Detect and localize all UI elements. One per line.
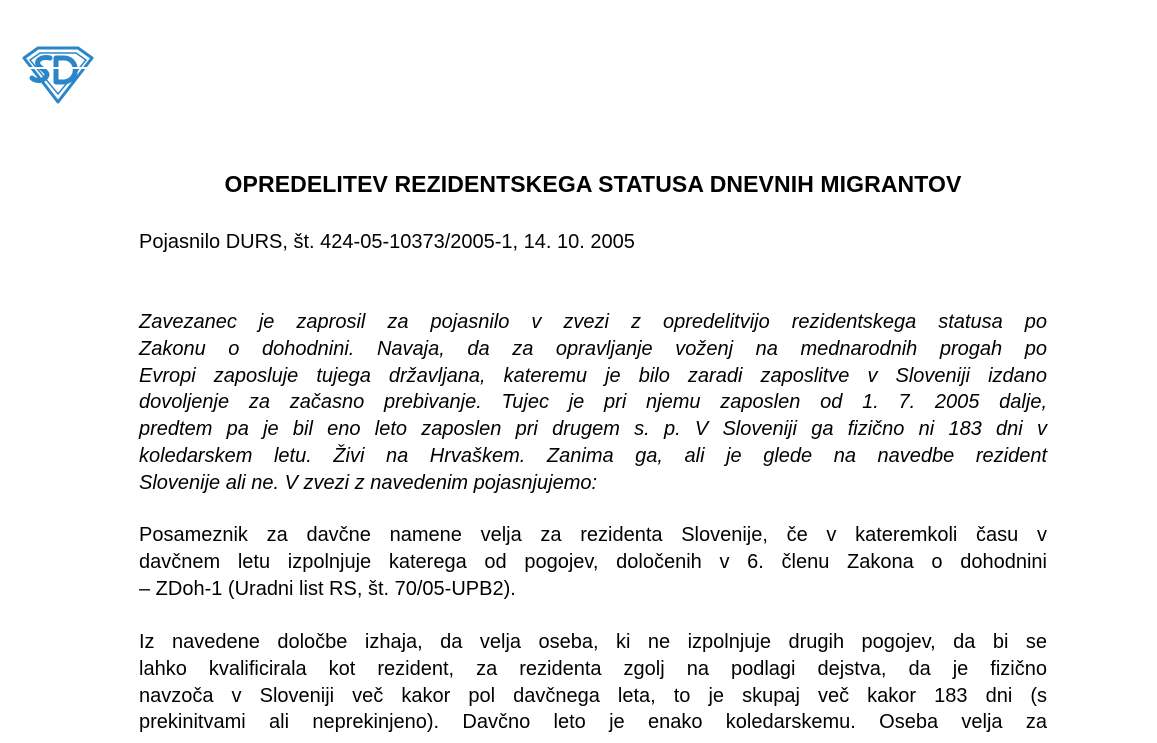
paragraph-line: Zakonu o dohodnini. Navaja, da za opravljanje voženj na mednarodnih progah po bbox=[139, 337, 1047, 360]
paragraph-line: Iz navedene določbe izhaja, da velja oseba, ki ne izpolnjuje drugih pogojev, da bi se bbox=[139, 631, 1047, 653]
reference-line: Pojasnilo DURS, št. 424-05-10373/2005-1, 14. 10. 2005 bbox=[139, 231, 635, 253]
paragraph-line: dovoljenje za začasno prebivanje. Tujec je pri njemu zaposlen od 1. 7. 2005 dalje, bbox=[139, 391, 1047, 414]
paragraph-line: Posameznik za davčne namene velja za rezidenta Slovenije, če v kateremkoli času v bbox=[139, 524, 1047, 546]
paragraph-line: predtem pa je bil eno leto zaposlen pri drugem s. p. V Sloveniji ga fizično ni 183 dni v bbox=[139, 418, 1047, 441]
paragraph-request bbox=[139, 309, 1047, 497]
paragraph-line: davčnem letu izpolnjuje katerega od pogojev, določenih v 6. členu Zakona o dohodnini bbox=[139, 550, 1047, 573]
paragraph-line: prekinitvami ali neprekinjeno). Davčno leto je enako koledarskemu. Oseba velja za bbox=[139, 711, 1047, 734]
paragraph-line: Evropi zaposluje tujega državljana, kateremu je bilo zaradi zaposlitve v Sloveniji izdano bbox=[139, 364, 1047, 387]
paragraph-line: Slovenije ali ne. V zvezi z navedenim pojasnjujemo: bbox=[139, 471, 598, 494]
paragraph-line: Zavezanec je zaprosil za pojasnilo v zvezi z opredelitvijo rezidentskega statusa po bbox=[139, 311, 1047, 333]
paragraph-residency-rule bbox=[139, 522, 1047, 602]
paragraph-line: navzoča v Sloveniji več kakor pol davčnega leta, to je skupaj več kakor 183 dni (s bbox=[139, 684, 1047, 707]
paragraph-line: koledarskem letu. Živi na Hrvaškem. Zanima ga, ali je glede na navedbe rezident bbox=[139, 444, 1047, 467]
paragraph-interpretation bbox=[139, 629, 1047, 736]
paragraph-line: – ZDoh-1 (Uradni list RS, št. 70/05-UPB2). bbox=[139, 577, 516, 600]
logo-icon bbox=[20, 46, 96, 104]
paragraph-line: lahko kvalificirala kot rezident, za rezidenta zgolj na podlagi dejstva, da je fizično bbox=[139, 657, 1047, 680]
document-title: OPREDELITEV REZIDENTSKEGA STATUSA DNEVNIH MIGRANTOV bbox=[224, 171, 962, 197]
